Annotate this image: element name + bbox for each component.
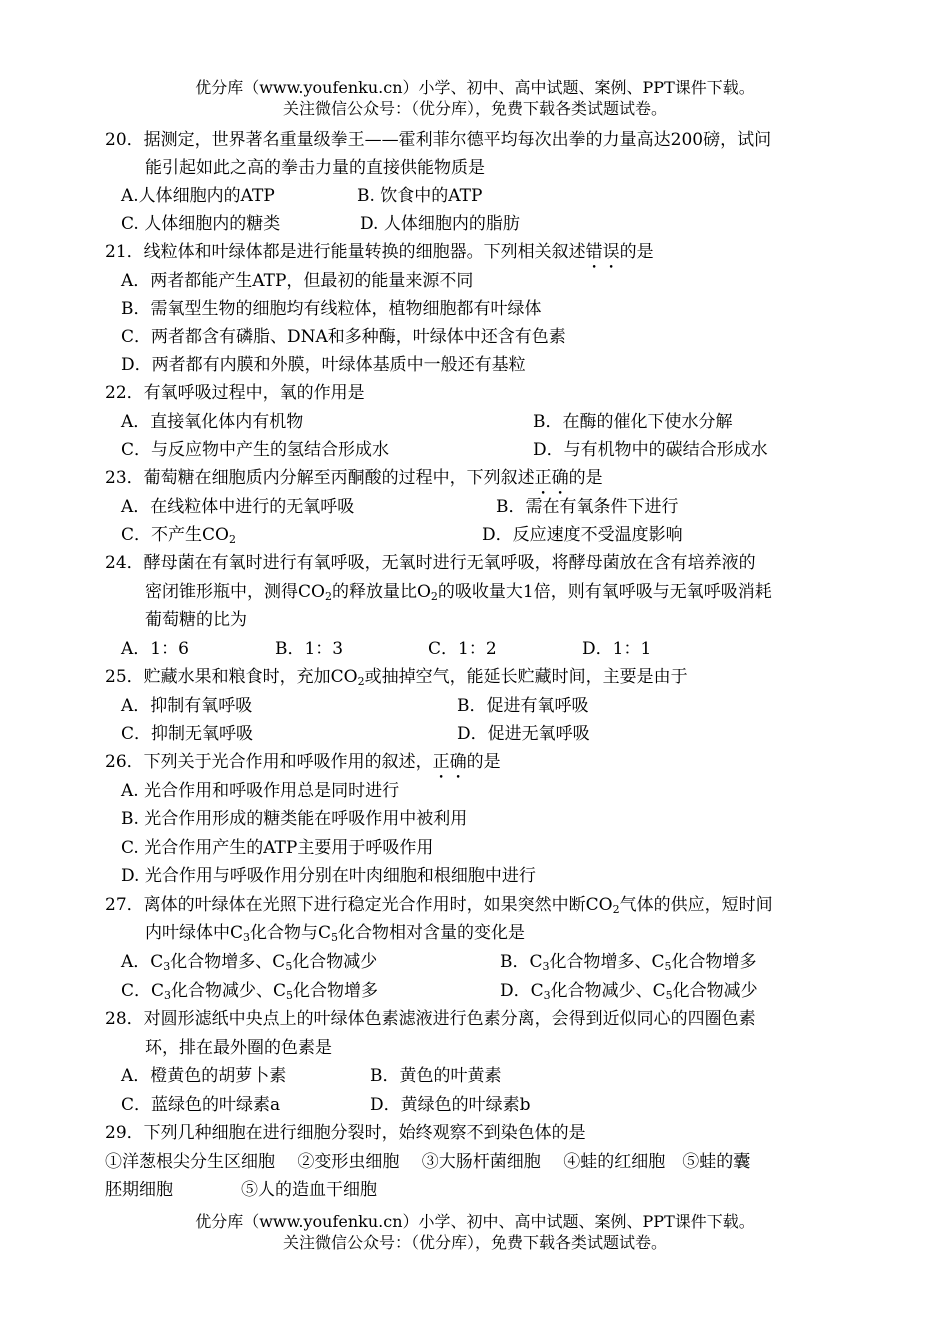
q27-stem-1: 27．离体的叶绿体在光照下进行稳定光合作用时，如果突然中断$CO_2$气体的供应，短时间 xyxy=(105,895,773,916)
q28-option-d: D．黄绿色的叶绿素b xyxy=(370,1095,531,1115)
q22-option-d: D．与有机物中的碳结合形成水 xyxy=(533,440,768,460)
q25-stem: 25．贮藏水果和粮食时，充加$CO_2$或抽掉空气，能延长贮藏时间，主要是由于 xyxy=(105,667,688,688)
q25-option-d: D．促进无氧呼吸 xyxy=(457,724,590,744)
q20-stem-2: 能引起如此之高的拳击力量的直接供能物质是 xyxy=(145,158,485,178)
emphasis-dot-char: 正 xyxy=(432,752,450,772)
q27-option-c: C．$C_3$化合物减少、$C_5$化合物增多 xyxy=(121,981,379,1002)
emphasis-dot-char: 确 xyxy=(551,468,569,488)
q25-option-b: B．促进有氧呼吸 xyxy=(457,696,589,716)
q24-option-a: A．1：6 xyxy=(121,639,189,659)
q27-option-b: B．$C_3$化合物增多、$C_5$化合物增多 xyxy=(500,952,757,973)
q20-option-a: A.人体细胞内的ATP xyxy=(121,186,275,206)
q22-option-b: B．在酶的催化下使水分解 xyxy=(533,412,733,432)
emphasis-dot-char: 确 xyxy=(449,752,467,772)
q23-option-c: C．不产生$CO_2$ xyxy=(121,525,236,546)
q24-option-c: C．1：2 xyxy=(428,639,497,659)
q22-option-c: C．与反应物中产生的氢结合形成水 xyxy=(121,440,390,460)
q21-option-d: D．两者都有内膜和外膜，叶绿体基质中一般还有基粒 xyxy=(121,355,526,375)
q23-option-d: D．反应速度不受温度影响 xyxy=(482,525,683,545)
q21-stem: 21．线粒体和叶绿体都是进行能量转换的细胞器。下列相关叙述错误的是 xyxy=(105,242,654,262)
q24-stem-2: 密闭锥形瓶中，测得$CO_2$的释放量比$O_2$的吸收量大1倍，则有氧呼吸与无氧呼吸消耗 xyxy=(145,582,772,603)
q22-option-a: A．直接氧化体内有机物 xyxy=(121,412,304,432)
q27-option-a: A．$C_3$化合物增多、$C_5$化合物减少 xyxy=(121,952,378,973)
q28-option-c: C．蓝绿色的叶绿素a xyxy=(121,1095,281,1115)
q24-option-d: D．1：1 xyxy=(582,639,652,659)
q20-stem-1: 20．据测定，世界著名重量级拳王——霍利菲尔德平均每次出拳的力量高达200磅，试问 xyxy=(105,130,772,150)
emphasis-dot-char: 正 xyxy=(534,468,552,488)
q23-stem: 23．葡萄糖在细胞质内分解至丙酮酸的过程中，下列叙述正确的是 xyxy=(105,468,603,488)
q23-option-b: B．需在有氧条件下进行 xyxy=(496,497,679,517)
q21-option-b: B．需氧型生物的细胞均有线粒体，植物细胞都有叶绿体 xyxy=(121,299,542,319)
q27-stem-2: 内叶绿体中$C_3$化合物与$C_5$化合物相对含量的变化是 xyxy=(145,923,526,944)
q24-stem-1: 24．酵母菌在有氧时进行有氧呼吸，无氧时进行无氧呼吸，将酵母菌放在含有培养液的 xyxy=(105,553,756,573)
q20-option-d: D. 人体细胞内的脂肪 xyxy=(360,214,520,234)
q28-stem-1: 28．对圆形滤纸中央点上的叶绿体色素滤液进行色素分离，会得到近似同心的四圈色素 xyxy=(105,1009,756,1029)
q29-items-2: 胚期细胞 ⑤人的造血干细胞 xyxy=(105,1180,377,1200)
q28-stem-2: 环，排在最外圈的色素是 xyxy=(145,1038,332,1058)
q25-option-c: C．抑制无氧呼吸 xyxy=(121,724,254,744)
footer-line-1: 优分库（www.youfenku.cn）小学、初中、高中试题、案例、PPT课件下载。 xyxy=(195,1212,755,1231)
q22-stem: 22．有氧呼吸过程中，氧的作用是 xyxy=(105,383,365,403)
q24-stem-3: 葡萄糖的比为 xyxy=(145,610,247,630)
q28-option-b: B．黄色的叶黄素 xyxy=(370,1066,502,1086)
q24-option-b: B．1：3 xyxy=(275,639,344,659)
q26-option-b: B. 光合作用形成的糖类能在呼吸作用中被利用 xyxy=(121,809,468,829)
q26-option-a: A. 光合作用和呼吸作用总是同时进行 xyxy=(121,781,400,801)
q20-option-b: B. 饮食中的ATP xyxy=(357,186,483,206)
q29-stem: 29．下列几种细胞在进行细胞分裂时，始终观察不到染色体的是 xyxy=(105,1123,586,1143)
footer-line-2: 关注微信公众号：（优分库），免费下载各类试题试卷。 xyxy=(282,1233,667,1252)
q23-option-a: A．在线粒体中进行的无氧呼吸 xyxy=(121,497,355,517)
q28-option-a: A．橙黄色的胡萝卜素 xyxy=(121,1066,287,1086)
q29-items-1: ①洋葱根尖分生区细胞 ②变形虫细胞 ③大肠杆菌细胞 ④蛙的红细胞 ⑤蛙的囊 xyxy=(105,1152,751,1172)
header-line-1: 优分库（www.youfenku.cn）小学、初中、高中试题、案例、PPT课件下载。 xyxy=(195,78,755,97)
q20-option-c: C. 人体细胞内的糖类 xyxy=(121,214,281,234)
q21-option-c: C．两者都含有磷脂、DNA和多种酶，叶绿体中还含有色素 xyxy=(121,327,566,347)
header-line-2: 关注微信公众号：（优分库），免费下载各类试题试卷。 xyxy=(282,99,667,118)
q26-option-c: C. 光合作用产生的ATP主要用于呼吸作用 xyxy=(121,838,434,858)
q27-option-d: D．$C_3$化合物减少、$C_5$化合物减少 xyxy=(500,981,758,1002)
emphasis-dot-char: 误 xyxy=(602,242,620,262)
q25-option-a: A．抑制有氧呼吸 xyxy=(121,696,253,716)
q26-stem: 26．下列关于光合作用和呼吸作用的叙述，正确的是 xyxy=(105,752,501,772)
emphasis-dot-char: 错 xyxy=(585,242,603,262)
q21-option-a: A．两者都能产生ATP，但最初的能量来源不同 xyxy=(121,271,474,291)
q26-option-d: D. 光合作用与呼吸作用分别在叶肉细胞和根细胞中进行 xyxy=(121,866,536,886)
